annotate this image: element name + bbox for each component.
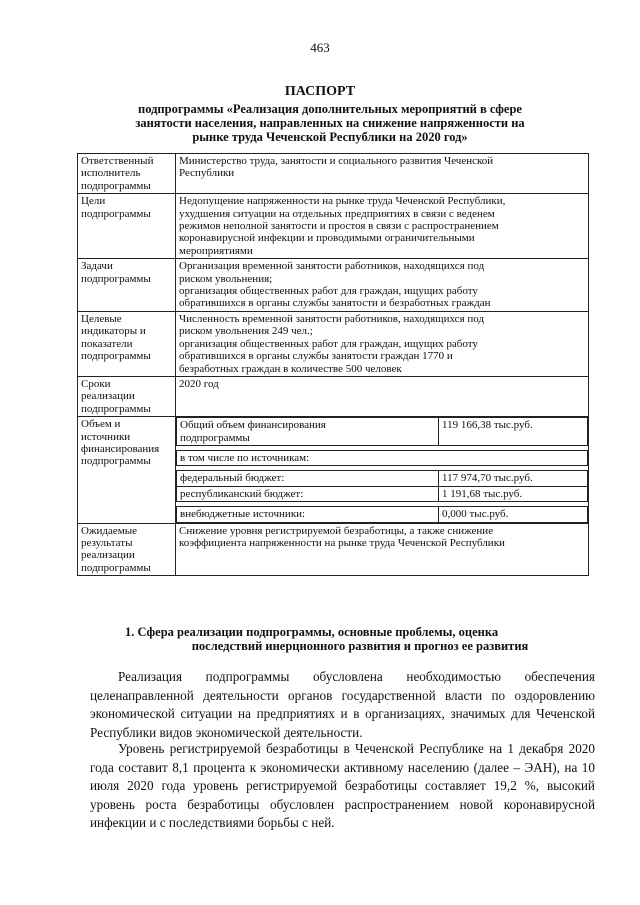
content-line: риском увольнения; <box>179 272 273 285</box>
label-funding <box>78 417 176 523</box>
content-line: коэффициента напряженности на рынке труда Чеченской Республики <box>179 536 505 549</box>
label-line: Ответственный <box>81 155 154 167</box>
funding-total-row <box>177 418 588 446</box>
section-heading-line1: 1. Сфера реализации подпрограммы, основные проблемы, оценка <box>125 625 499 639</box>
subtitle-line: занятости населения, направленных на снижение напряженности на <box>135 116 525 130</box>
label-line: Целевые <box>81 312 122 325</box>
label-line: Цели <box>81 195 106 208</box>
label-line: Ожидаемые <box>81 524 138 537</box>
subtitle-line: подпрограммы «Реализация дополнительных мероприятий в сфере <box>138 102 522 116</box>
content-line: Министерство труда, занятости и социального развития Чеченской <box>179 155 494 167</box>
content-results <box>176 523 589 576</box>
body-paragraph: Реализация подпрограммы обусловлена необходимостью обеспечения целенаправленной деятельности органов государственной власти по оздоровлению экономической ситуации на предприятиях и в организациях, значимых для Чеченской Республики видов экономической деятельности. <box>90 669 595 740</box>
funding-extra-value: 0,000 тыс.руб. <box>439 507 588 522</box>
funding-federal-row <box>177 471 588 486</box>
label-line: показатели <box>81 337 133 350</box>
content-line: коронавирусной инфекции и проводимыми ограничительными <box>179 232 475 245</box>
content-line: ухудшения ситуации на отдельных предприятиях в связи с веденем <box>179 207 495 220</box>
content-line: обратившихся в органы службы занятости граждан 1770 и <box>179 350 453 363</box>
label-indicators <box>78 311 176 376</box>
funding-federal-value: 117 974,70 тыс.руб. <box>439 471 588 486</box>
funding-republic-row <box>177 486 588 501</box>
content-line: риском увольнения 249 чел.; <box>179 325 313 338</box>
funding-republic-label: республиканский бюджет: <box>177 486 439 501</box>
funding-line: подпрограммы <box>180 431 250 444</box>
row-terms <box>78 376 589 416</box>
content-funding <box>176 417 589 523</box>
content-line: режимов неполной занятости и простоя в связи с распространением <box>179 220 499 233</box>
funding-sources-row <box>177 450 588 465</box>
row-responsible <box>78 154 589 194</box>
funding-extra-label: внебюджетные источники: <box>177 507 439 522</box>
label-line: Объем и <box>81 418 121 431</box>
label-line: подпрограммы <box>81 272 151 285</box>
funding-sources-label: в том числе по источникам: <box>177 450 588 465</box>
funding-extra-row <box>177 507 588 522</box>
content-responsible <box>176 154 589 194</box>
content-line: мероприятиями <box>179 244 253 257</box>
label-line: индикаторы и <box>81 325 146 338</box>
label-terms <box>78 376 176 416</box>
passport-table <box>77 153 589 576</box>
subtitle-line: рынке труда Чеченской Республики на 2020 год» <box>192 130 468 144</box>
document-title: ПАСПОРТ <box>284 84 356 99</box>
label-line: подпрограммы <box>81 402 151 415</box>
label-line: Задачи <box>81 260 113 273</box>
label-line: исполнитель <box>81 167 141 180</box>
row-funding <box>78 417 589 523</box>
content-tasks <box>176 259 589 312</box>
label-goals <box>78 194 176 259</box>
label-line: подпрограммы <box>81 350 151 363</box>
content-line: безработных граждан в количестве 500 человек <box>179 362 402 375</box>
content-line: обратившихся в органы службы занятости и безработных граждан <box>179 297 491 310</box>
label-line: подпрограммы <box>81 455 151 468</box>
content-line: Снижение уровня регистрируемой безработицы, а также снижение <box>179 524 494 537</box>
section-heading <box>125 625 595 653</box>
body-paragraph: Уровень регистрируемой безработицы в Чеченской Республике на 1 декабря 2020 года составит 8,1 процента к экономически активному населению (далее – ЭАН), на 10 июля 2020 года уровень регистрируемой безработицы составляет 19,2 %, высокий уровень роста безработицы обусловлен распространением новой коронавирусной инфекции и с последствиями борьбы с ней. <box>90 741 595 830</box>
label-line: реализации <box>81 549 135 562</box>
content-line: Численность временной занятости работников, находящихся под <box>179 312 485 325</box>
content-line: 2020 год <box>179 377 219 390</box>
label-tasks <box>78 259 176 312</box>
content-line: организация общественных работ для граждан, ищущих работу <box>179 337 478 350</box>
funding-line: Общий объем финансирования <box>180 419 326 432</box>
section-heading-line2: последствий инерционного развития и прогноз ее развития <box>191 639 529 653</box>
label-responsible <box>78 154 176 194</box>
content-goals <box>176 194 589 259</box>
label-results <box>78 523 176 576</box>
content-line: Организация временной занятости работников, находящихся под <box>179 260 485 273</box>
label-line: источники <box>81 430 131 443</box>
content-line: Недопущение напряженности на рынке труда Чеченской Республики, <box>179 195 506 208</box>
page-number: 463 <box>310 40 330 55</box>
label-line: финансирования <box>81 442 160 455</box>
funding-table <box>176 417 588 522</box>
label-line: результаты <box>81 536 133 549</box>
content-line: организация общественных работ для граждан, ищущих работу <box>179 285 478 298</box>
row-tasks <box>78 259 589 312</box>
funding-republic-value: 1 191,68 тыс.руб. <box>439 486 588 501</box>
label-line: реализации <box>81 390 135 403</box>
row-results <box>78 523 589 576</box>
label-line: подпрограммы <box>81 561 151 574</box>
funding-total-value: 119 166,38 тыс.руб. <box>439 418 588 446</box>
document-subtitle <box>100 102 560 144</box>
label-line: подпрограммы <box>81 207 151 220</box>
funding-federal-label: федеральный бюджет: <box>177 471 439 486</box>
row-goals <box>78 194 589 259</box>
content-indicators <box>176 311 589 376</box>
content-terms <box>176 376 589 416</box>
funding-total-label <box>177 418 439 446</box>
label-line: подпрограммы <box>81 179 151 192</box>
label-line: Сроки <box>81 377 111 390</box>
row-indicators <box>78 311 589 376</box>
content-line: Республики <box>179 167 235 180</box>
